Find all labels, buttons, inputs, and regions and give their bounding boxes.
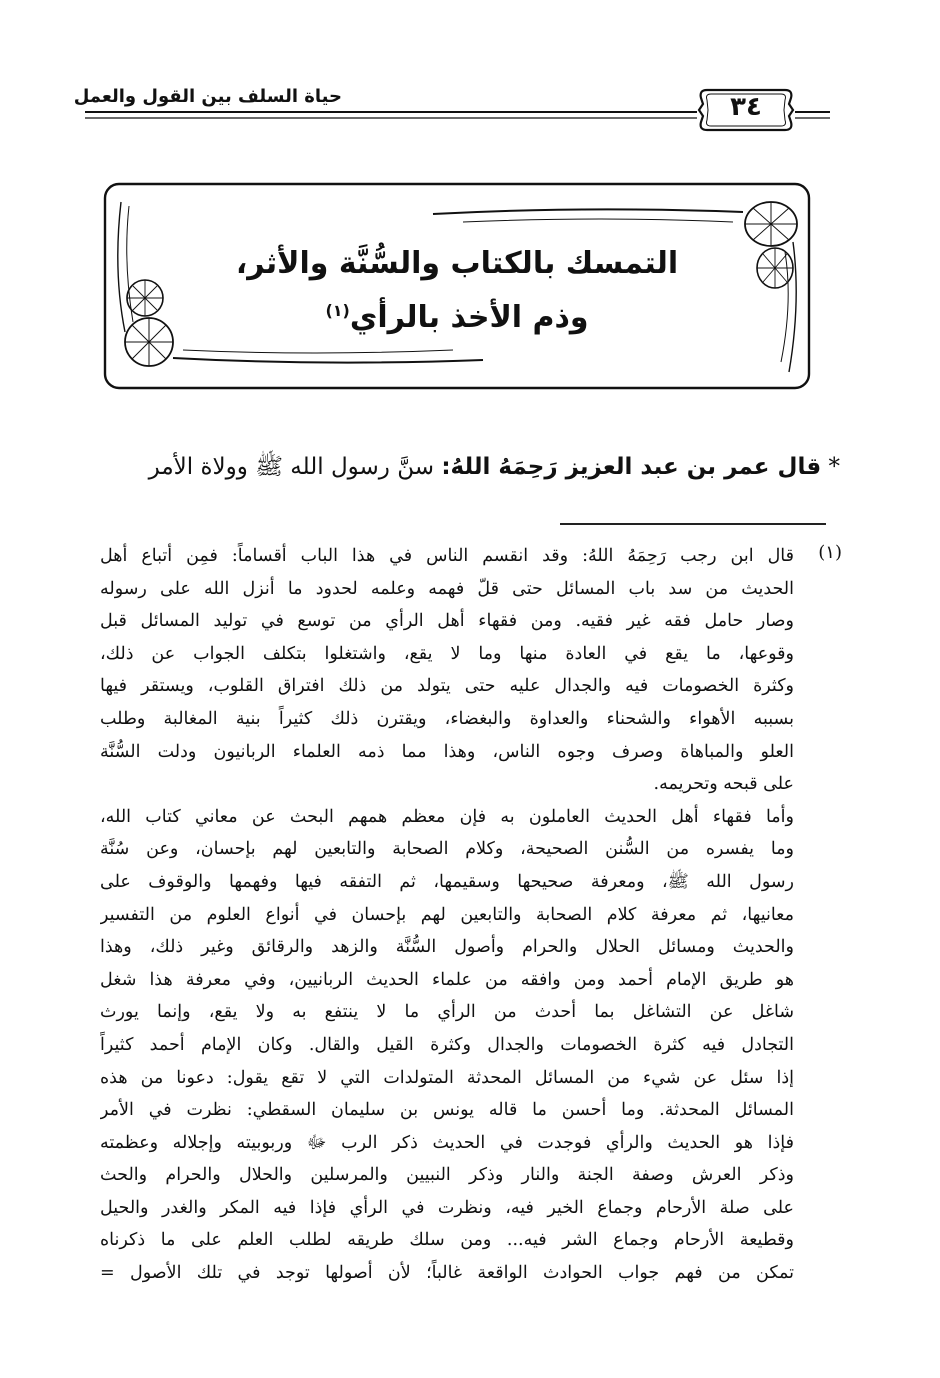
footnote-line: التجادل فيه كثرة الخصومات والجدال وكثرة القيل والقال. وكان الإمام أحمد كثيراً — [100, 1034, 794, 1055]
quote-speaker: قال عمر بن عبد العزيز رَحِمَهُ اللهُ: — [441, 454, 822, 480]
footnote-line: قال ابن رجب رَحِمَهُ اللهُ: وقد انقسم الناس في هذا الباب أقساماً: فمِن أتباع أهل — [100, 546, 794, 566]
running-header — [73, 72, 830, 134]
footnote-line: وقطيعة الأرحام وجماع الشر فيه... ومن سلك طريقه لطلب العلم على ما ذكرناه — [100, 1230, 794, 1251]
ornamental-frame — [103, 182, 811, 390]
footnote-line: هو طريق الإمام أحمد ومن وافقه من علماء الحديث الربانيين، وفي معرفة هذا شغل — [100, 969, 794, 990]
footnote-line: شاغل عن التشاغل بما أحدث من الرأي ما لا ينتفع به ولا يقع، وإنما يورث — [100, 1002, 794, 1023]
footnote-line: إذا سئل عن شيء من المسائل المحدثة المتولدات التي لا تقع يقول: دعونا من هذه — [100, 1067, 794, 1088]
footnote-line: على قبحه وتحريمه. — [653, 774, 794, 795]
page-number: ٣٤ — [730, 92, 762, 122]
footnote-line: وما يفسره من السُّنن الصحيحة، وكلام الصحابة والتابعين لهم بإحسان، وعن سُنَّة — [100, 839, 794, 860]
footnote-line: معانيها، ثم معرفة كلام الصحابة والتابعين لهم بإحسان في أنواع العلوم من التفسير — [100, 904, 794, 925]
footnote-line: رسول الله ﷺ، ومعرفة صحيحها وسقيمها، ثم التفقه فيها وفهمها والوقوف على — [100, 871, 794, 892]
footnote-line: بسببه الأهواء والشحناء والعداوة والبغضاء، ويقترن ذلك كثيراً بنية المغالبة وطلب — [100, 708, 794, 729]
footnote-line: فإذا هو الحديث والرأي فوجدت في الحديث ذكر الرب ﷻ وربوبيته وإجلاله وعظمته — [100, 1132, 794, 1153]
footnote-line: تمكن من فهم جواب الحوادث الواقعة غالباً؛ لأن أصولها توجد في تلك الأصول = — [100, 1263, 794, 1284]
footnote-line: وذكر العرش وصفة الجنة والنار وذكر النبيين والمرسلين والحلال والحرام والحث — [100, 1165, 794, 1186]
footnote-line: وأما فقهاء أهل الحديث العاملون به فإن معظم همهم البحث عن معاني كتاب الله، — [100, 806, 794, 827]
footnote-line: على صلة الأرحام وجماع الخير فيه، ونظرت في الرأي فإذا فيه المكر والغدر والحيل — [100, 1197, 794, 1218]
quote-text: سنَّ رسول الله ﷺ وولاة الأمر — [148, 454, 435, 480]
footnote-line: وصار حامل فقه غير فقيه. ومن فقهاء أهل الرأي من توسع في توليد المسائل قبل — [100, 611, 794, 632]
footnote-text — [100, 540, 794, 1290]
footnote-reference: (١) — [325, 301, 350, 320]
bullet-mark: * — [828, 454, 840, 480]
footnote-line: الحديث من سد باب المسائل حتى قلّ فهمه وعلمه لحدود ما أنزل الله على رسوله — [100, 578, 794, 599]
chapter-title-line2-text: وذم الأخذ بالرأي — [349, 300, 589, 335]
footnote-separator — [560, 523, 826, 525]
footnote-line: والحديث ومسائل الحلال والحرام وأصول السُّنَّة والزهد والرقائق وغير ذلك، وهذا — [100, 937, 794, 958]
book-title: حياة السلف بين القول والعمل — [73, 86, 342, 107]
footnote-line: وكثرة الخصومات فيه والجدال عليه حتى يتولد من ذلك افتراق القلوب، ويستقر فيها — [100, 676, 794, 697]
footnote-marker: (١) — [818, 542, 842, 563]
chapter-title-frame — [103, 182, 811, 390]
chapter-title-line1: التمسك بالكتاب والسُّنَّة والأثر، — [235, 246, 679, 281]
footnote-line: المسائل المحدثة. وما أحسن ما قاله يونس بن سليمان السقطي: نظرت في الأمر — [100, 1100, 794, 1121]
chapter-title-line2 — [103, 300, 811, 335]
footnote-line: وقوعها، ما يقع في العادة منها وما لا يقع، واشتغلوا بتكلف الجواب عن ذلك، — [100, 643, 794, 664]
intro-quote — [100, 452, 840, 486]
footnote-line: العلو والمباهاة وصرف وجوه الناس، وهذا مما ذمه العلماء الربانيون ودلت السُّنَّة — [100, 741, 794, 762]
